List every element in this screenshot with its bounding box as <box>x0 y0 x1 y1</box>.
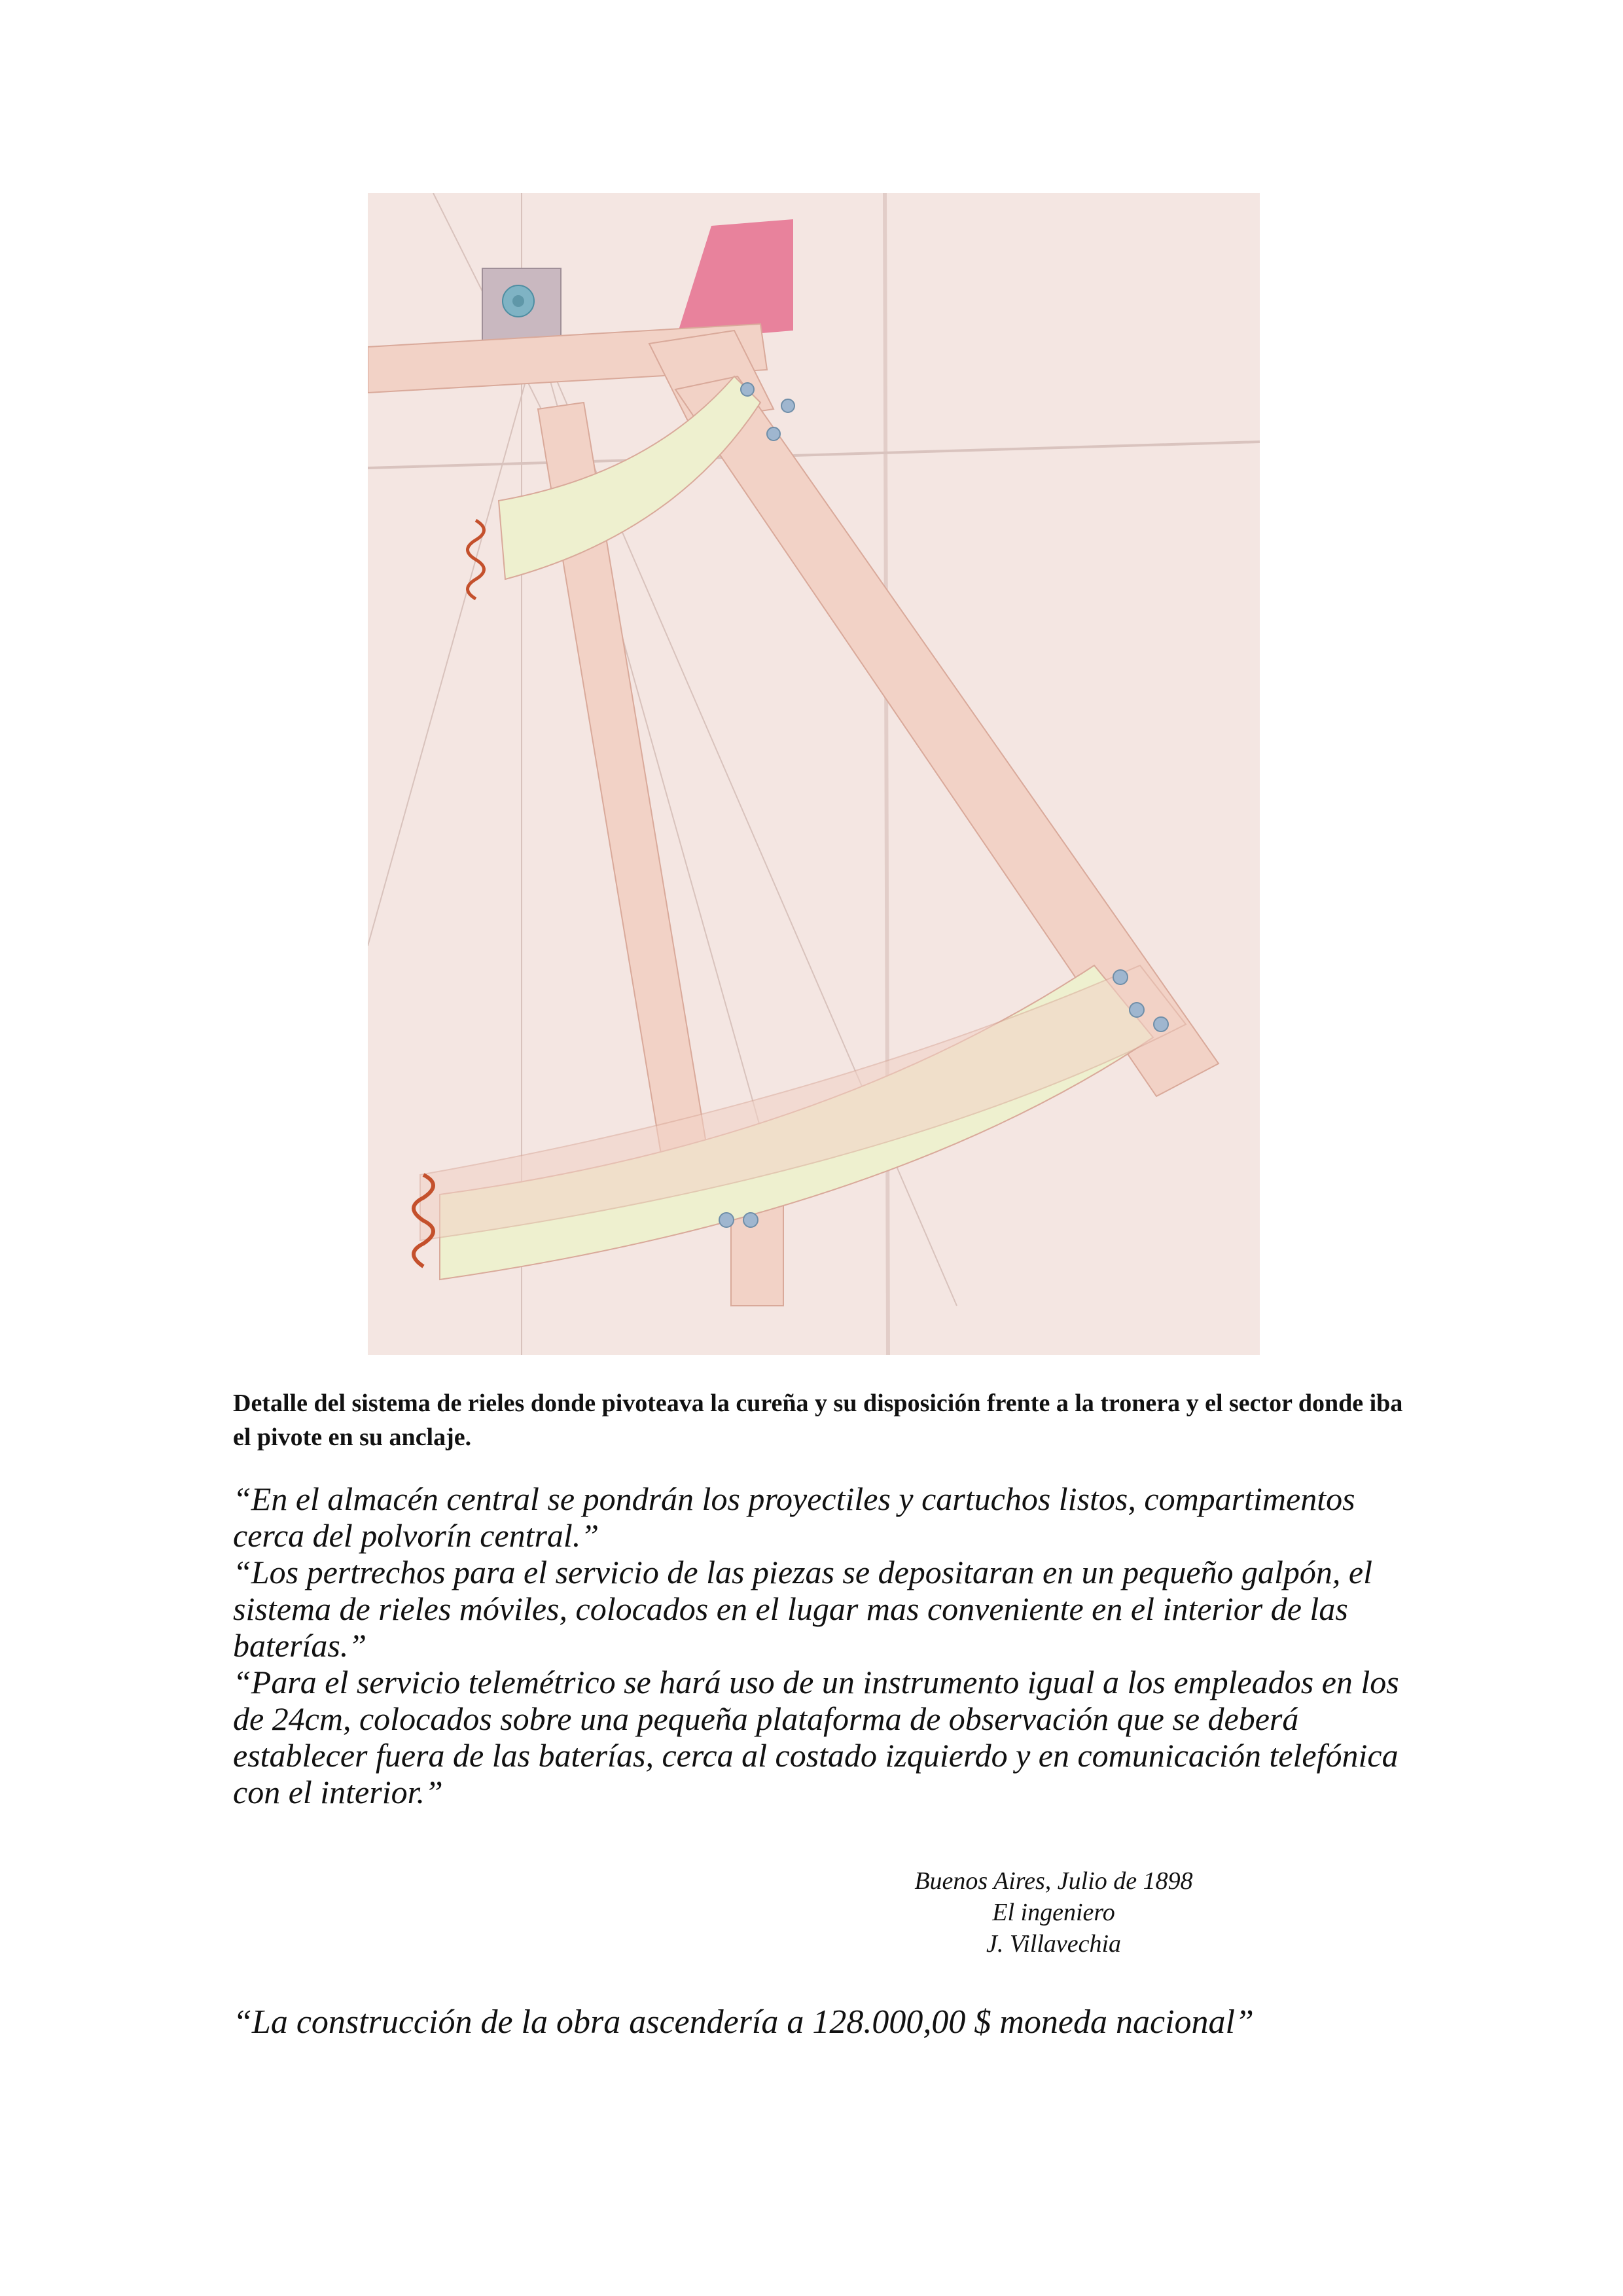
cost-quote: “La construcción de la obra ascendería a 128.000,00 $ moneda nacional” <box>233 2003 1254 2041</box>
signature-block <box>812 1865 1296 1960</box>
signature-place-date: Buenos Aires, Julio de 1898 <box>914 1867 1193 1895</box>
rail-system-drawing <box>368 193 1260 1355</box>
signature-name: J. Villavechia <box>986 1930 1122 1958</box>
signature-role: El ingeniero <box>992 1899 1115 1926</box>
quote-paragraph: “En el almacén central se pondrán los proyectiles y cartuchos listos, compartimentos cerca del polvorín central.” <box>233 1480 1355 1554</box>
quotes-block <box>233 1480 1424 1810</box>
figure-caption: Detalle del sistema de rieles donde pivoteava la cureña y su disposición frente a la tronera y el sector donde iba el pivote en su anclaje. <box>233 1390 1403 1451</box>
quote-paragraph: “Para el servicio telemétrico se hará uso de un instrumento igual a los empleados en los de 24cm, colocados sobre una pequeña plataforma de observación que se deberá establecer fuera de las baterías, cerca al costado izquierdo y en comunicación telefónica con el interior.” <box>233 1664 1399 1810</box>
figure-photo <box>368 193 1260 1355</box>
quote-paragraph: “Los pertrechos para el servicio de las piezas se depositaran en un pequeño galpón, el sistema de rieles móviles, colocados en el lugar mas conveniente en el interior de las baterías.” <box>233 1554 1373 1664</box>
